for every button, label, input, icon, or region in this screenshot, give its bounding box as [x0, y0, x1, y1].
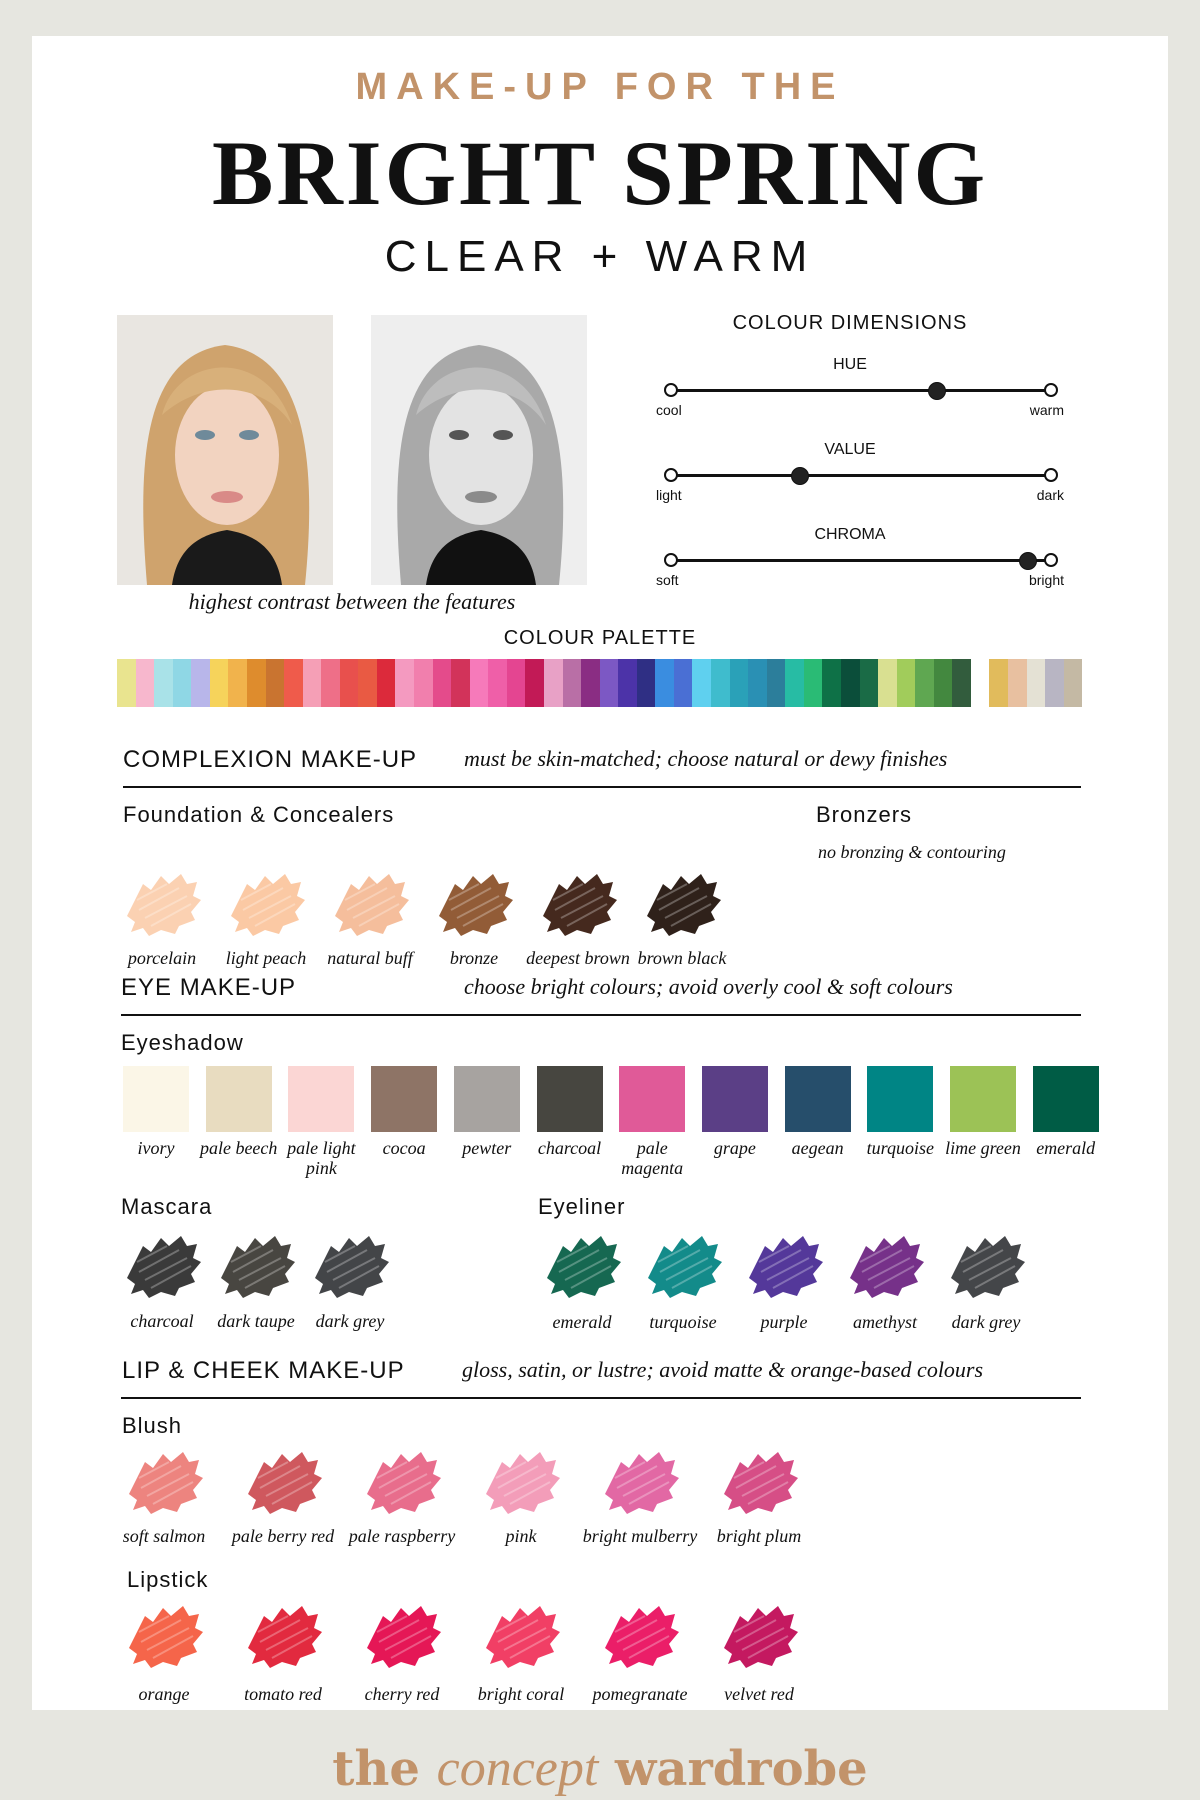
palette-swatch — [692, 659, 711, 707]
lipstick-swatch[interactable] — [480, 1602, 562, 1672]
blush-swatch[interactable] — [480, 1448, 562, 1518]
eye-heading: EYE MAKE-UP — [121, 974, 297, 1001]
eyeshadow-swatch[interactable] — [950, 1066, 1016, 1132]
slider-end-marker — [1044, 553, 1058, 567]
hue-slider-track — [670, 389, 1050, 392]
eyeshadow-swatch[interactable] — [537, 1066, 603, 1132]
palette-swatch — [1008, 659, 1027, 707]
eyeshadow-label: charcoal — [537, 1138, 602, 1158]
eyeliner-stroke-icon — [743, 1232, 825, 1302]
eyeliner-heading: Eyeliner — [538, 1194, 626, 1219]
palette-swatch — [284, 659, 303, 707]
blush-swatch[interactable] — [242, 1448, 324, 1518]
palette-swatch — [971, 659, 990, 707]
chroma-slider-track — [670, 559, 1050, 562]
blush-swatch[interactable] — [718, 1448, 800, 1518]
bronzers-heading: Bronzers — [816, 802, 913, 827]
palette-swatch — [822, 659, 841, 707]
mascara-label: charcoal — [130, 1311, 194, 1331]
palette-swatch — [470, 659, 489, 707]
blush-stroke-icon — [361, 1448, 443, 1518]
lipstick-stroke-icon — [242, 1602, 324, 1672]
slider-end-marker — [664, 383, 678, 397]
lip-cheek-note: gloss, satin, or lustre; avoid matte & orange-based colours — [462, 1357, 984, 1382]
divider — [123, 786, 1081, 788]
hue-label: HUE — [833, 356, 867, 373]
blush-stroke-icon — [718, 1448, 800, 1518]
palette-swatch — [618, 659, 637, 707]
palette-swatch — [989, 659, 1008, 707]
palette-swatch — [1045, 659, 1064, 707]
foundation-label: porcelain — [127, 948, 197, 968]
palette-swatch — [321, 659, 340, 707]
palette-swatch — [451, 659, 470, 707]
palette-swatch — [210, 659, 229, 707]
lipstick-label: pomegranate — [592, 1684, 688, 1704]
lipstick-stroke-icon — [480, 1602, 562, 1672]
palette-swatch — [136, 659, 155, 707]
blush-stroke-icon — [599, 1448, 681, 1518]
foundation-heading: Foundation & Concealers — [123, 802, 395, 827]
value-max-label: dark — [1036, 487, 1064, 503]
slider-end-marker — [1044, 468, 1058, 482]
slider-end-marker — [1044, 383, 1058, 397]
hue-slider-knob[interactable] — [928, 382, 946, 400]
colour-palette — [117, 659, 1083, 707]
colour-portrait — [117, 315, 333, 585]
eyeshadow-swatch[interactable] — [123, 1066, 189, 1132]
eyeshadow-swatch[interactable] — [867, 1066, 933, 1132]
palette-swatch — [563, 659, 582, 707]
foundation-swatch[interactable] — [121, 870, 203, 940]
eyeliner-swatch[interactable] — [642, 1232, 724, 1302]
logo-text-wardrobe: wardrobe — [598, 1741, 868, 1797]
palette-swatch — [655, 659, 674, 707]
lip-cheek-heading: LIP & CHEEK MAKE-UP — [122, 1357, 405, 1384]
lipstick-stroke-icon — [123, 1602, 205, 1672]
palette-swatch — [395, 659, 414, 707]
palette-swatch — [247, 659, 266, 707]
foundation-swatch[interactable] — [641, 870, 723, 940]
mascara-stroke-icon — [215, 1232, 297, 1302]
eye-note: choose bright colours; avoid overly cool & soft colours — [464, 974, 953, 999]
palette-swatch — [748, 659, 767, 707]
eyeshadow-label: pewter — [462, 1138, 512, 1158]
foundation-stroke-icon — [537, 870, 619, 940]
colour-palette-title: COLOUR PALETTE — [503, 627, 697, 649]
palette-swatch — [191, 659, 210, 707]
foundation-swatch[interactable] — [433, 870, 515, 940]
palette-swatch — [303, 659, 322, 707]
mascara-label: dark taupe — [217, 1311, 295, 1331]
bronzers-note: no bronzing & contouring — [818, 842, 1006, 862]
hue-min-label: cool — [656, 402, 682, 418]
palette-swatch — [525, 659, 544, 707]
chroma-label: CHROMA — [814, 526, 886, 543]
eyeshadow-label: turquoise — [866, 1138, 934, 1158]
slider-end-marker — [664, 468, 678, 482]
blush-swatch[interactable] — [361, 1448, 443, 1518]
palette-swatch — [1027, 659, 1046, 707]
lipstick-swatch[interactable] — [123, 1602, 205, 1672]
palette-swatch — [488, 659, 507, 707]
blush-stroke-icon — [480, 1448, 562, 1518]
chroma-slider-knob[interactable] — [1019, 552, 1037, 570]
colour-dimensions-title: COLOUR DIMENSIONS — [732, 312, 968, 334]
chroma-min-label: soft — [656, 572, 679, 588]
lipstick-swatch[interactable] — [242, 1602, 324, 1672]
eyeliner-label: turquoise — [649, 1312, 717, 1332]
eyeshadow-swatch[interactable] — [288, 1066, 354, 1132]
eyeshadow-swatch[interactable] — [785, 1066, 851, 1132]
palette-swatch — [228, 659, 247, 707]
eyeshadow-heading: Eyeshadow — [121, 1030, 244, 1055]
palette-swatch — [785, 659, 804, 707]
palette-swatch — [915, 659, 934, 707]
lipstick-swatch[interactable] — [599, 1602, 681, 1672]
eyeliner-stroke-icon — [541, 1232, 623, 1302]
palette-swatch — [358, 659, 377, 707]
palette-swatch — [173, 659, 192, 707]
palette-swatch — [952, 659, 971, 707]
palette-swatch — [266, 659, 285, 707]
lipstick-stroke-icon — [718, 1602, 800, 1672]
eyeliner-swatch[interactable] — [541, 1232, 623, 1302]
foundation-label: natural buff — [327, 948, 413, 968]
divider — [121, 1014, 1081, 1016]
mascara-swatch[interactable] — [121, 1232, 203, 1302]
lipstick-label: bright coral — [477, 1684, 565, 1704]
eyeliner-label: purple — [760, 1312, 808, 1332]
palette-swatch — [1064, 659, 1083, 707]
complexion-note: must be skin-matched; choose natural or dewy finishes — [464, 746, 948, 771]
brand-logo[interactable] — [32, 1739, 1168, 1798]
blush-label: soft salmon — [122, 1526, 206, 1546]
eyeshadow-swatch[interactable] — [702, 1066, 768, 1132]
lipstick-label: cherry red — [364, 1684, 440, 1704]
chroma-max-label: bright — [1028, 572, 1064, 588]
photo-caption: highest contrast between the features — [188, 589, 516, 614]
palette-swatch — [674, 659, 693, 707]
eyeshadow-swatch[interactable] — [206, 1066, 272, 1132]
mascara-swatch[interactable] — [309, 1232, 391, 1302]
foundation-label: bronze — [449, 948, 499, 968]
palette-swatch — [340, 659, 359, 707]
eyeshadow-label: grape — [713, 1138, 756, 1158]
mascara-label: dark grey — [315, 1311, 385, 1331]
mascara-heading: Mascara — [121, 1194, 213, 1219]
eyeshadow-label: lime green — [945, 1138, 1021, 1158]
eyeliner-swatch[interactable] — [844, 1232, 926, 1302]
foundation-stroke-icon — [433, 870, 515, 940]
foundation-label: light peach — [225, 948, 307, 968]
palette-swatch — [767, 659, 786, 707]
eyeshadow-label: ivory — [137, 1138, 175, 1158]
foundation-swatch[interactable] — [225, 870, 307, 940]
eyeliner-swatch[interactable] — [945, 1232, 1027, 1302]
palette-swatch — [377, 659, 396, 707]
lipstick-swatch[interactable] — [361, 1602, 443, 1672]
foundation-stroke-icon — [121, 870, 203, 940]
eyeshadow-label: pale beech — [199, 1138, 278, 1158]
eyeliner-swatch[interactable] — [743, 1232, 825, 1302]
logo-text-concept: concept — [436, 1740, 599, 1797]
lipstick-swatch[interactable] — [718, 1602, 800, 1672]
palette-swatch — [433, 659, 452, 707]
lipstick-heading: Lipstick — [127, 1567, 209, 1592]
eyeshadow-label: pale magenta — [621, 1138, 684, 1178]
eyeliner-stroke-icon — [642, 1232, 724, 1302]
value-min-label: light — [656, 487, 682, 503]
blush-label: bright plum — [716, 1526, 802, 1546]
palette-swatch — [507, 659, 526, 707]
page-title: BRIGHT SPRING — [211, 122, 989, 224]
palette-swatch — [730, 659, 749, 707]
foundation-stroke-icon — [329, 870, 411, 940]
complexion-heading: COMPLEXION MAKE-UP — [123, 746, 418, 773]
blush-swatch[interactable] — [599, 1448, 681, 1518]
blush-stroke-icon — [123, 1448, 205, 1518]
logo-text-the: the — [332, 1741, 437, 1797]
palette-swatch — [841, 659, 860, 707]
hue-max-label: warm — [1029, 402, 1064, 418]
foundation-label: brown black — [637, 948, 727, 968]
foundation-label: deepest brown — [526, 948, 630, 968]
lipstick-label: orange — [138, 1684, 190, 1704]
palette-swatch — [637, 659, 656, 707]
value-slider-track — [670, 474, 1050, 477]
palette-swatch — [581, 659, 600, 707]
eyeshadow-swatch[interactable] — [371, 1066, 437, 1132]
blush-label: pale berry red — [231, 1526, 335, 1546]
eyeliner-stroke-icon — [945, 1232, 1027, 1302]
eyeshadow-label: emerald — [1036, 1138, 1096, 1158]
mascara-stroke-icon — [309, 1232, 391, 1302]
eyeshadow-label: cocoa — [382, 1138, 426, 1158]
eyeshadow-label: pale light pink — [287, 1138, 356, 1178]
foundation-stroke-icon — [641, 870, 723, 940]
palette-swatch — [934, 659, 953, 707]
value-slider-knob[interactable] — [791, 467, 809, 485]
blush-label: pink — [505, 1526, 537, 1546]
foundation-swatch[interactable] — [329, 870, 411, 940]
palette-swatch — [711, 659, 730, 707]
mascara-stroke-icon — [121, 1232, 203, 1302]
palette-swatch — [897, 659, 916, 707]
greyscale-portrait — [371, 315, 587, 585]
kicker: MAKE-UP FOR THE — [355, 66, 845, 108]
lipstick-label: tomato red — [244, 1684, 322, 1704]
foundation-swatch[interactable] — [537, 870, 619, 940]
blush-heading: Blush — [122, 1413, 183, 1438]
eyeliner-label: dark grey — [951, 1312, 1021, 1332]
palette-swatch — [154, 659, 173, 707]
eyeliner-label: amethyst — [853, 1312, 917, 1332]
blush-label: pale raspberry — [348, 1526, 456, 1546]
lipstick-label: velvet red — [724, 1684, 794, 1704]
palette-swatch — [804, 659, 823, 707]
palette-swatch — [544, 659, 563, 707]
foundation-stroke-icon — [225, 870, 307, 940]
eyeliner-label: emerald — [552, 1312, 612, 1332]
subtitle: CLEAR + WARM — [384, 232, 816, 281]
blush-label: bright mulberry — [582, 1526, 698, 1546]
palette-swatch — [860, 659, 879, 707]
mascara-swatch[interactable] — [215, 1232, 297, 1302]
value-label: VALUE — [824, 441, 876, 458]
eyeliner-stroke-icon — [844, 1232, 926, 1302]
infographic-card — [32, 36, 1168, 1797]
divider — [121, 1397, 1081, 1399]
eyeshadow-label: aegean — [791, 1138, 844, 1158]
palette-swatch — [600, 659, 619, 707]
eyeshadow-swatch[interactable] — [619, 1066, 685, 1132]
palette-swatch — [117, 659, 136, 707]
eyeshadow-swatch[interactable] — [454, 1066, 520, 1132]
lipstick-stroke-icon — [361, 1602, 443, 1672]
lipstick-stroke-icon — [599, 1602, 681, 1672]
blush-swatch[interactable] — [123, 1448, 205, 1518]
eyeshadow-swatch[interactable] — [1033, 1066, 1099, 1132]
slider-end-marker — [664, 553, 678, 567]
blush-stroke-icon — [242, 1448, 324, 1518]
palette-swatch — [414, 659, 433, 707]
palette-swatch — [878, 659, 897, 707]
